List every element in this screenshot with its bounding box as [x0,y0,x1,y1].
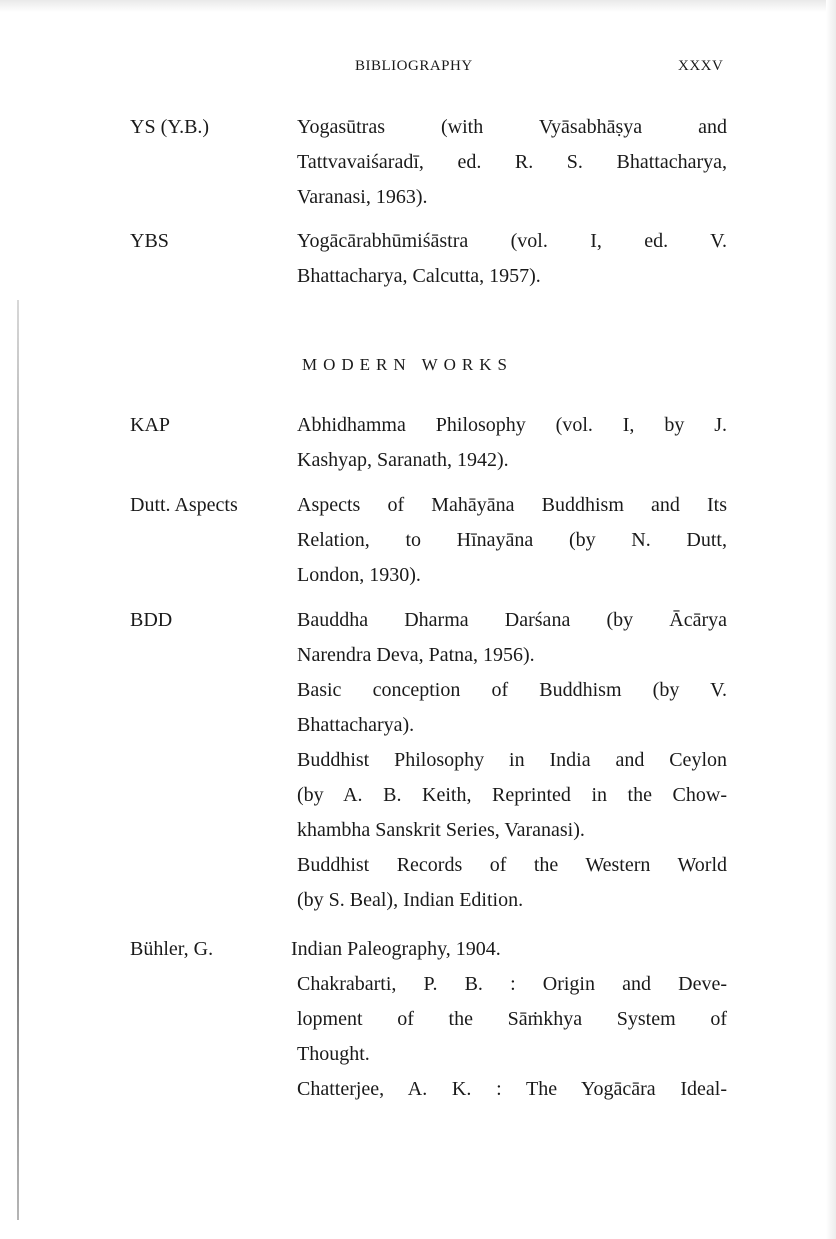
entry-line: lopment of the Sāṁkhya System of [297,1008,727,1030]
entry-line: Buddhist Records of the Western World [297,854,727,876]
entry-abbreviation: Dutt. Aspects [130,494,238,516]
entry-line: (by S. Beal), Indian Edition. [297,889,524,911]
entry-description [297,224,727,294]
entry-description [291,932,727,1107]
entry-abbreviation: YS (Y.B.) [130,116,210,138]
entry-line: Chatterjee, A. K. : The Yogācāra Ideal- [297,1078,727,1100]
entry-description [297,110,727,215]
entry-line: Chakrabarti, P. B. : Origin and Deve- [297,973,727,995]
entry-line: Varanasi, 1963). [297,186,428,208]
page-number: XXXV [678,58,724,74]
entry-line: khambha Sanskrit Series, Varanasi). [297,819,585,841]
binding-edge [17,300,19,1220]
running-title: BIBLIOGRAPHY [355,58,473,74]
entry-line: Thought. [297,1043,370,1065]
entry-line: Indian Paleography, 1904. [291,938,501,960]
entry-description [297,488,727,593]
entry-line: (by A. B. Keith, Reprinted in the Chow- [297,784,727,806]
entry-line: Bauddha Dharma Darśana (by Ācārya [297,609,727,631]
entry-line: Relation, to Hīnayāna (by N. Dutt, [297,529,727,551]
entry-line: Bhattacharya, Calcutta, 1957). [297,265,541,287]
entry-line: Aspects of Mahāyāna Buddhism and Its [297,494,727,516]
section-heading: MODERN WORKS [302,355,514,374]
running-header [0,58,836,82]
entry-line: Bhattacharya). [297,714,415,736]
entry-abbreviation: Bühler, G. [130,938,214,960]
entry-description [297,408,727,478]
entry-line: Tattvavaiśaradī, ed. R. S. Bhattacharya, [297,151,727,173]
entry-line: Yogācārabhūmiśāstra (vol. I, ed. V. [297,230,727,252]
entry-line: Basic conception of Buddhism (by V. [297,679,727,701]
scan-right-edge [826,0,836,1239]
entry-line: London, 1930). [297,564,421,586]
entry-line: Narendra Deva, Patna, 1956). [297,644,535,666]
entry-line: Kashyap, Saranath, 1942). [297,449,509,471]
scan-top-edge [0,0,836,12]
entry-line: Abhidhamma Philosophy (vol. I, by J. [297,414,727,436]
entry-abbreviation: KAP [130,414,171,436]
entry-abbreviation: YBS [130,230,169,252]
entry-description [297,603,727,918]
entry-line: Buddhist Philosophy in India and Ceylon [297,749,727,771]
entry-abbreviation: BDD [130,609,173,631]
entry-line: Yogasūtras (with Vyāsabhāṣya and [297,116,727,138]
